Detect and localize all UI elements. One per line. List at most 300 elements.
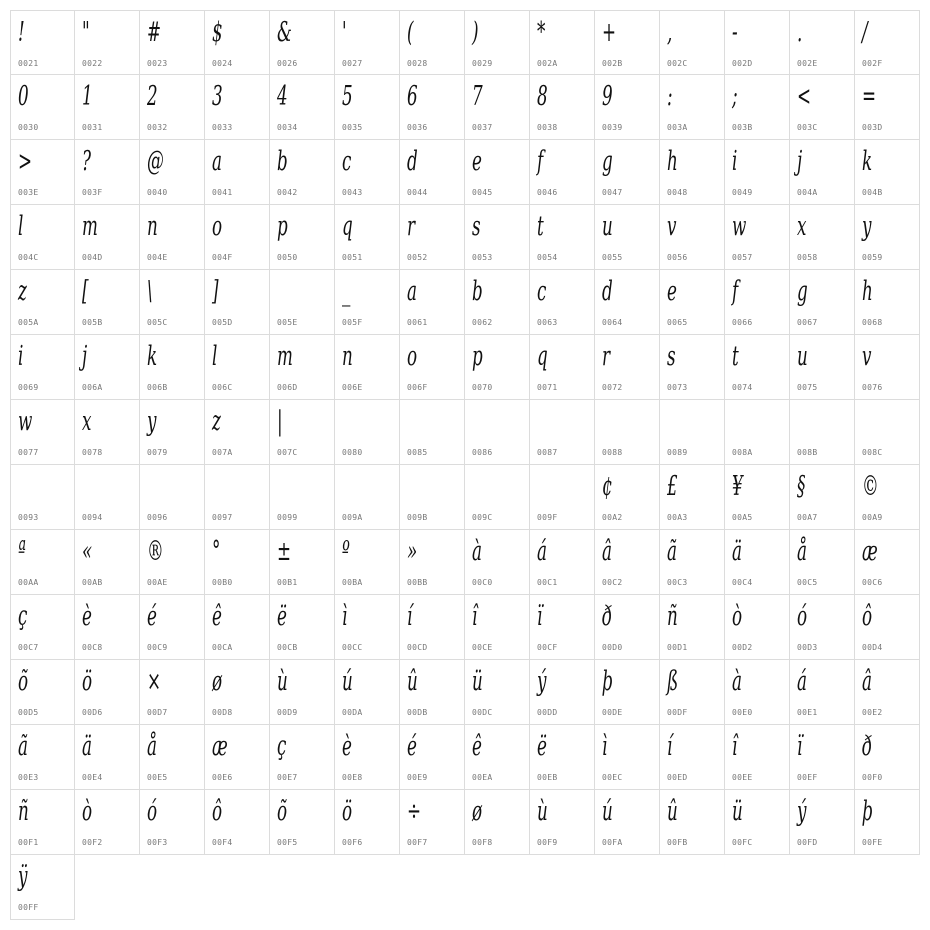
glyph-codepoint-label: 00E6	[212, 773, 233, 782]
glyph-codepoint-label: 00D7	[147, 708, 168, 717]
glyph-sample: f	[537, 146, 544, 177]
glyph-cell	[335, 75, 400, 140]
glyph-cell	[75, 335, 140, 400]
glyph-cell	[530, 10, 595, 75]
glyph-sample: _	[342, 276, 351, 307]
glyph-cell	[595, 530, 660, 595]
glyph-cell	[725, 75, 790, 140]
glyph-sample: 3	[212, 81, 223, 112]
glyph-codepoint-label: 002C	[667, 59, 688, 68]
glyph-cell	[400, 725, 465, 790]
glyph-codepoint-label: 00DD	[537, 708, 558, 717]
glyph-codepoint-label: 00F2	[82, 838, 103, 847]
glyph-codepoint-label: 0043	[342, 188, 363, 197]
glyph-codepoint-label: 0059	[862, 253, 883, 262]
glyph-cell	[660, 465, 725, 530]
glyph-codepoint-label: 0026	[277, 59, 298, 68]
glyph-codepoint-label: 00C1	[537, 578, 558, 587]
glyph-sample: ö	[342, 796, 353, 827]
glyph-cell	[270, 335, 335, 400]
glyph-cell	[270, 725, 335, 790]
glyph-cell	[205, 75, 270, 140]
glyph-codepoint-label: 0079	[147, 448, 168, 457]
glyph-sample: ©	[862, 471, 879, 502]
glyph-cell	[790, 530, 855, 595]
glyph-cell	[75, 660, 140, 725]
glyph-cell	[465, 270, 530, 335]
glyph-sample: e	[667, 276, 677, 307]
glyph-cell	[660, 335, 725, 400]
glyph-cell	[400, 335, 465, 400]
glyph-codepoint-label: 00FB	[667, 838, 688, 847]
glyph-sample: »	[407, 536, 418, 567]
glyph-cell	[595, 595, 660, 660]
glyph-sample: ,	[667, 17, 673, 48]
glyph-sample: î	[732, 731, 738, 762]
glyph-codepoint-label: 0078	[82, 448, 103, 457]
glyph-codepoint-label: 00EF	[797, 773, 818, 782]
glyph-cell	[10, 10, 75, 75]
glyph-codepoint-label: 005E	[277, 318, 298, 327]
glyph-sample: u	[797, 341, 808, 372]
glyph-cell	[335, 400, 400, 465]
glyph-codepoint-label: 0058	[797, 253, 818, 262]
glyph-sample: ë	[537, 731, 547, 762]
glyph-cell	[855, 530, 920, 595]
glyph-codepoint-label: 0061	[407, 318, 428, 327]
glyph-cell	[10, 75, 75, 140]
glyph-sample: .	[797, 17, 803, 48]
glyph-sample: 4	[277, 81, 288, 112]
glyph-cell	[790, 335, 855, 400]
glyph-sample: =	[862, 81, 877, 112]
glyph-cell	[465, 10, 530, 75]
glyph-cell	[335, 465, 400, 530]
glyph-codepoint-label: 00D0	[602, 643, 623, 652]
glyph-sample: ò	[82, 796, 93, 827]
glyph-sample: ö	[82, 666, 93, 697]
glyph-cell	[725, 10, 790, 75]
glyph-sample: ü	[732, 796, 743, 827]
glyph-codepoint-label: 006C	[212, 383, 233, 392]
glyph-cell	[660, 530, 725, 595]
glyph-codepoint-label: 0022	[82, 59, 103, 68]
glyph-sample: d	[407, 146, 418, 177]
glyph-codepoint-label: 0039	[602, 123, 623, 132]
glyph-cell	[75, 75, 140, 140]
glyph-cell	[530, 140, 595, 205]
glyph-codepoint-label: 00F9	[537, 838, 558, 847]
glyph-sample: (	[407, 17, 414, 48]
glyph-cell	[205, 595, 270, 660]
glyph-codepoint-label: 00DB	[407, 708, 428, 717]
glyph-sample: þ	[862, 796, 873, 827]
glyph-codepoint-label: 004C	[18, 253, 39, 262]
glyph-sample: o	[407, 341, 418, 372]
glyph-sample: ±	[277, 536, 292, 567]
glyph-sample: b	[472, 276, 483, 307]
glyph-codepoint-label: 0076	[862, 383, 883, 392]
glyph-cell	[465, 595, 530, 660]
glyph-sample: ñ	[18, 796, 29, 827]
glyph-codepoint-label: 0073	[667, 383, 688, 392]
glyph-codepoint-label: 00CD	[407, 643, 428, 652]
glyph-codepoint-label: 00F4	[212, 838, 233, 847]
glyph-sample: a	[212, 146, 222, 177]
glyph-sample: k	[147, 341, 158, 372]
glyph-sample: °	[212, 536, 221, 567]
glyph-cell	[140, 335, 205, 400]
glyph-sample: z	[18, 276, 27, 307]
glyph-sample: ò	[732, 601, 743, 632]
glyph-codepoint-label: 00CB	[277, 643, 298, 652]
glyph-codepoint-label: 00E8	[342, 773, 363, 782]
glyph-sample: ë	[277, 601, 287, 632]
glyph-cell	[400, 660, 465, 725]
glyph-cell	[335, 725, 400, 790]
glyph-cell	[205, 10, 270, 75]
glyph-sample: à	[732, 666, 742, 697]
glyph-cell	[270, 75, 335, 140]
glyph-cell	[335, 335, 400, 400]
glyph-cell	[660, 10, 725, 75]
glyph-sample: /	[862, 17, 868, 48]
glyph-codepoint-label: 0030	[18, 123, 39, 132]
glyph-codepoint-label: 00FD	[797, 838, 818, 847]
glyph-codepoint-label: 00AA	[18, 578, 39, 587]
glyph-sample: #	[147, 17, 162, 48]
glyph-codepoint-label: 00FE	[862, 838, 883, 847]
glyph-sample: ª	[18, 536, 26, 567]
glyph-codepoint-label: 005B	[82, 318, 103, 327]
glyph-codepoint-label: 00EC	[602, 773, 623, 782]
glyph-cell	[465, 335, 530, 400]
glyph-cell	[10, 725, 75, 790]
glyph-codepoint-label: 00FC	[732, 838, 753, 847]
glyph-sample: l	[18, 211, 24, 242]
glyph-codepoint-label: 00D2	[732, 643, 753, 652]
glyph-sample: r	[407, 211, 416, 242]
glyph-codepoint-label: 0065	[667, 318, 688, 327]
glyph-codepoint-label: 0040	[147, 188, 168, 197]
glyph-sample: 1	[82, 81, 93, 112]
glyph-codepoint-label: 00EB	[537, 773, 558, 782]
glyph-cell	[335, 660, 400, 725]
glyph-sample: g	[602, 146, 613, 177]
glyph-cell	[530, 75, 595, 140]
glyph-codepoint-label: 0099	[277, 513, 298, 522]
glyph-cell	[140, 10, 205, 75]
glyph-codepoint-label: 00DA	[342, 708, 363, 717]
glyph-cell	[10, 270, 75, 335]
glyph-codepoint-label: 009A	[342, 513, 363, 522]
glyph-sample: x	[797, 211, 807, 242]
glyph-sample: p	[472, 341, 483, 372]
glyph-codepoint-label: 0045	[472, 188, 493, 197]
glyph-cell	[205, 465, 270, 530]
glyph-codepoint-label: 00E7	[277, 773, 298, 782]
glyph-sample: ø	[472, 796, 483, 827]
glyph-codepoint-label: 00C3	[667, 578, 688, 587]
glyph-codepoint-label: 003B	[732, 123, 753, 132]
glyph-cell	[660, 400, 725, 465]
glyph-codepoint-label: 00D9	[277, 708, 298, 717]
glyph-sample: º	[342, 536, 350, 567]
glyph-sample: ó	[147, 796, 158, 827]
glyph-sample: d	[602, 276, 613, 307]
glyph-sample: z	[212, 406, 221, 437]
glyph-codepoint-label: 00E9	[407, 773, 428, 782]
glyph-sample: s	[667, 341, 676, 372]
glyph-codepoint-label: 00B1	[277, 578, 298, 587]
glyph-cell	[75, 725, 140, 790]
glyph-sample: ï	[537, 601, 543, 632]
glyph-cell	[790, 660, 855, 725]
glyph-sample: -	[732, 17, 738, 48]
glyph-cell	[595, 270, 660, 335]
glyph-codepoint-label: 0080	[342, 448, 363, 457]
glyph-sample: c	[342, 146, 352, 177]
glyph-cell	[790, 725, 855, 790]
glyph-cell	[10, 205, 75, 270]
glyph-codepoint-label: 0034	[277, 123, 298, 132]
glyph-sample: ×	[147, 666, 162, 697]
glyph-codepoint-label: 00A5	[732, 513, 753, 522]
glyph-codepoint-label: 0036	[407, 123, 428, 132]
glyph-cell	[400, 595, 465, 660]
glyph-cell	[205, 270, 270, 335]
glyph-cell	[725, 595, 790, 660]
glyph-codepoint-label: 003A	[667, 123, 688, 132]
glyph-cell	[855, 140, 920, 205]
glyph-sample: [	[82, 276, 89, 307]
glyph-cell	[75, 400, 140, 465]
glyph-sample: +	[602, 17, 617, 48]
glyph-codepoint-label: 0023	[147, 59, 168, 68]
glyph-codepoint-label: 0085	[407, 448, 428, 457]
glyph-sample: ì	[602, 731, 608, 762]
glyph-cell	[140, 790, 205, 855]
glyph-sample: b	[277, 146, 288, 177]
glyph-codepoint-label: 002B	[602, 59, 623, 68]
glyph-cell	[790, 140, 855, 205]
glyph-codepoint-label: 005C	[147, 318, 168, 327]
glyph-sample: ø	[212, 666, 223, 697]
glyph-cell	[140, 75, 205, 140]
glyph-sample: å	[797, 536, 807, 567]
glyph-sample: ã	[667, 536, 677, 567]
glyph-cell	[855, 595, 920, 660]
glyph-sample: ê	[472, 731, 482, 762]
glyph-sample: ?	[82, 146, 91, 177]
glyph-cell	[75, 205, 140, 270]
glyph-sample: å	[147, 731, 157, 762]
glyph-cell	[595, 660, 660, 725]
glyph-sample: r	[602, 341, 611, 372]
glyph-sample: y	[147, 406, 157, 437]
glyph-sample: æ	[212, 731, 228, 762]
glyph-sample: ý	[797, 796, 807, 827]
glyph-sample: w	[732, 211, 747, 242]
glyph-sample: ÿ	[18, 861, 28, 892]
glyph-codepoint-label: 00AB	[82, 578, 103, 587]
glyph-codepoint-label: 00EE	[732, 773, 753, 782]
glyph-sample: k	[862, 146, 873, 177]
glyph-codepoint-label: 003F	[82, 188, 103, 197]
glyph-sample: $	[212, 17, 223, 48]
glyph-codepoint-label: 007A	[212, 448, 233, 457]
glyph-codepoint-label: 006B	[147, 383, 168, 392]
glyph-cell	[855, 725, 920, 790]
glyph-codepoint-label: 0048	[667, 188, 688, 197]
glyph-codepoint-label: 00D8	[212, 708, 233, 717]
glyph-cell	[400, 465, 465, 530]
glyph-codepoint-label: 00E1	[797, 708, 818, 717]
glyph-codepoint-label: 0067	[797, 318, 818, 327]
glyph-sample: o	[212, 211, 223, 242]
glyph-codepoint-label: 0077	[18, 448, 39, 457]
glyph-sample: 0	[18, 81, 29, 112]
glyph-codepoint-label: 00D1	[667, 643, 688, 652]
glyph-cell	[335, 140, 400, 205]
glyph-sample: ù	[277, 666, 288, 697]
glyph-cell	[465, 400, 530, 465]
glyph-codepoint-label: 006D	[277, 383, 298, 392]
glyph-sample: è	[82, 601, 92, 632]
glyph-sample: i	[18, 341, 24, 372]
glyph-codepoint-label: 003E	[18, 188, 39, 197]
glyph-sample: ç	[277, 731, 287, 762]
glyph-sample: £	[667, 471, 678, 502]
glyph-codepoint-label: 003D	[862, 123, 883, 132]
glyph-codepoint-label: 0069	[18, 383, 39, 392]
glyph-sample: e	[472, 146, 482, 177]
glyph-sample: h	[862, 276, 873, 307]
glyph-cell	[400, 790, 465, 855]
glyph-codepoint-label: 00A7	[797, 513, 818, 522]
glyph-sample: t	[537, 211, 544, 242]
glyph-cell	[10, 140, 75, 205]
glyph-cell	[10, 595, 75, 660]
glyph-cell	[205, 790, 270, 855]
glyph-codepoint-label: 00D3	[797, 643, 818, 652]
glyph-sample: j	[82, 341, 88, 372]
glyph-cell	[660, 205, 725, 270]
glyph-sample: ð	[862, 731, 873, 762]
glyph-codepoint-label: 00F5	[277, 838, 298, 847]
glyph-codepoint-label: 00F0	[862, 773, 883, 782]
glyph-cell	[530, 530, 595, 595]
glyph-codepoint-label: 00F6	[342, 838, 363, 847]
glyph-sample: v	[667, 211, 677, 242]
glyph-codepoint-label: 00E5	[147, 773, 168, 782]
glyph-codepoint-label: 0032	[147, 123, 168, 132]
glyph-sample: î	[472, 601, 478, 632]
glyph-codepoint-label: 0053	[472, 253, 493, 262]
glyph-cell	[400, 400, 465, 465]
glyph-sample: s	[472, 211, 481, 242]
glyph-sample: j	[797, 146, 803, 177]
glyph-sample: \	[147, 276, 153, 307]
glyph-cell	[725, 660, 790, 725]
glyph-cell	[140, 270, 205, 335]
glyph-sample: §	[797, 471, 806, 502]
glyph-sample: û	[407, 666, 418, 697]
glyph-cell	[660, 725, 725, 790]
glyph-cell	[465, 660, 530, 725]
glyph-codepoint-label: 0055	[602, 253, 623, 262]
glyph-sample: á	[537, 536, 547, 567]
glyph-codepoint-label: 0057	[732, 253, 753, 262]
glyph-sample: ú	[602, 796, 613, 827]
glyph-codepoint-label: 00AE	[147, 578, 168, 587]
glyph-sample: h	[667, 146, 678, 177]
glyph-codepoint-label: 00ED	[667, 773, 688, 782]
glyph-cell	[660, 595, 725, 660]
glyph-cell	[10, 335, 75, 400]
glyph-cell	[790, 790, 855, 855]
glyph-cell	[400, 75, 465, 140]
glyph-codepoint-label: 003C	[797, 123, 818, 132]
glyph-cell	[270, 465, 335, 530]
glyph-sample: í	[407, 601, 413, 632]
glyph-cell	[790, 270, 855, 335]
glyph-codepoint-label: 0097	[212, 513, 233, 522]
glyph-codepoint-label: 009C	[472, 513, 493, 522]
glyph-cell	[10, 530, 75, 595]
glyph-codepoint-label: 0052	[407, 253, 428, 262]
glyph-cell	[855, 75, 920, 140]
glyph-sample: ¢	[602, 471, 613, 502]
glyph-codepoint-label: 002A	[537, 59, 558, 68]
glyph-sample: ù	[537, 796, 548, 827]
glyph-sample: :	[667, 81, 673, 112]
glyph-cell	[205, 335, 270, 400]
glyph-cell	[205, 660, 270, 725]
glyph-codepoint-label: 004B	[862, 188, 883, 197]
glyph-sample: f	[732, 276, 739, 307]
glyph-cell	[270, 595, 335, 660]
glyph-cell	[660, 270, 725, 335]
glyph-cell	[205, 205, 270, 270]
glyph-cell	[465, 140, 530, 205]
glyph-sample: w	[18, 406, 33, 437]
glyph-codepoint-label: 0096	[147, 513, 168, 522]
glyph-sample: è	[342, 731, 352, 762]
glyph-cell	[595, 400, 660, 465]
glyph-codepoint-label: 0042	[277, 188, 298, 197]
glyph-sample: 9	[602, 81, 613, 112]
glyph-codepoint-label: 0075	[797, 383, 818, 392]
glyph-cell	[530, 725, 595, 790]
glyph-cell	[335, 205, 400, 270]
glyph-sample: 6	[407, 81, 418, 112]
glyph-codepoint-label: 0072	[602, 383, 623, 392]
glyph-cell	[75, 790, 140, 855]
glyph-codepoint-label: 008B	[797, 448, 818, 457]
glyph-cell	[400, 205, 465, 270]
glyph-sample: ì	[342, 601, 348, 632]
glyph-cell	[400, 270, 465, 335]
glyph-cell	[725, 725, 790, 790]
glyph-cell	[595, 75, 660, 140]
glyph-sample: n	[342, 341, 353, 372]
glyph-codepoint-label: 0054	[537, 253, 558, 262]
glyph-codepoint-label: 0094	[82, 513, 103, 522]
glyph-cell	[725, 465, 790, 530]
glyph-codepoint-label: 0068	[862, 318, 883, 327]
glyph-codepoint-label: 00F1	[18, 838, 39, 847]
